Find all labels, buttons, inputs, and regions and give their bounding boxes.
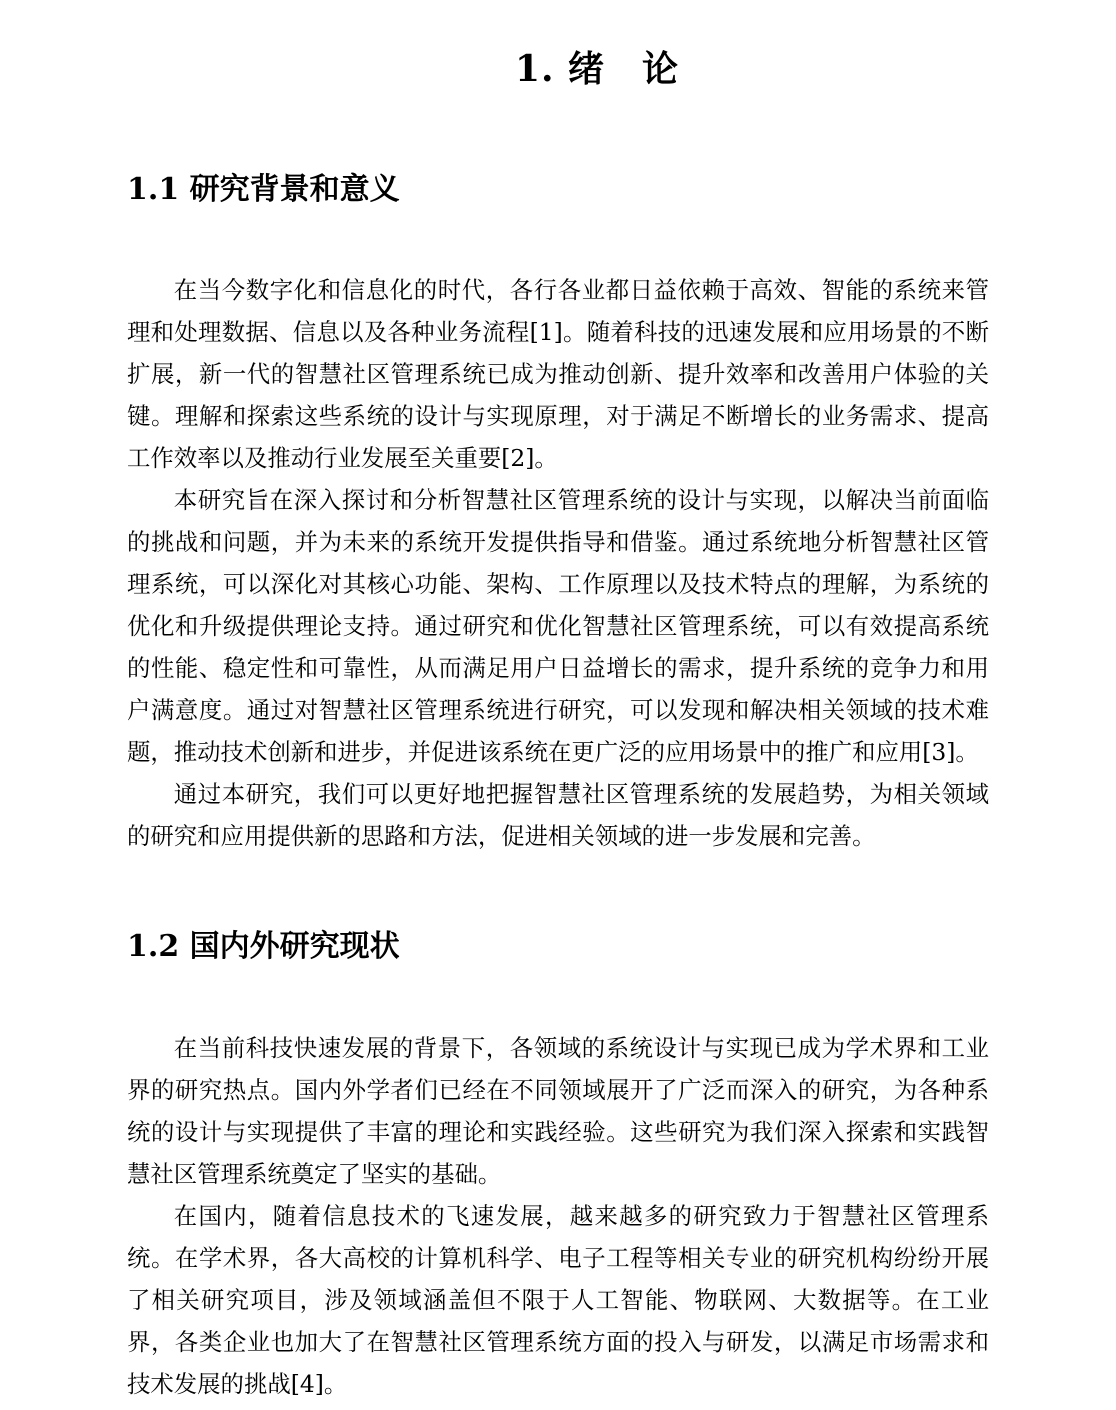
chapter-title: 1. 绪 论 (514, 48, 680, 90)
section-heading-1-1: 1.1 研究背景和意义 (127, 172, 400, 207)
paragraph: 在国内，随着信息技术的飞速发展，越来越多的研究致力于智慧社区管理系统。在学术界，各大高校的计算机科学、电子工程等相关专业的研究机构纷纷开展了相关研究项目，涉及领域涵盖但不限于人工智能、物联网、大数据等。在工业界，各类企业也加大了在智慧社区管理系统方面的投入与研发，以满足市场需求和技术发展的挑战[4]。 (127, 1202, 989, 1398)
section-heading-1-2: 1.2 国内外研究现状 (127, 929, 400, 964)
section-body-1-1 (127, 269, 989, 857)
paragraph: 在当今数字化和信息化的时代，各行各业都日益依赖于高效、智能的系统来管理和处理数据、信息以及各种业务流程[1]。随着科技的迅速发展和应用场景的不断扩展，新一代的智慧社区管理系统已成为推动创新、提升效率和改善用户体验的关键。理解和探索这些系统的设计与实现原理，对于满足不断增长的业务需求、提高工作效率以及推动行业发展至关重要[2]。 (127, 276, 989, 472)
section-body-1-2 (127, 1027, 989, 1405)
paragraph: 本研究旨在深入探讨和分析智慧社区管理系统的设计与实现，以解决当前面临的挑战和问题，并为未来的系统开发提供指导和借鉴。通过系统地分析智慧社区管理系统，可以深化对其核心功能、架构、工作原理以及技术特点的理解，为系统的优化和升级提供理论支持。通过研究和优化智慧社区管理系统，可以有效提高系统的性能、稳定性和可靠性，从而满足用户日益增长的需求，提升系统的竞争力和用户满意度。通过对智慧社区管理系统进行研究，可以发现和解决相关领域的技术难题，推动技术创新和进步，并促进该系统在更广泛的应用场景中的推广和应用[3]。 (127, 486, 989, 766)
paragraph: 在当前科技快速发展的背景下，各领域的系统设计与实现已成为学术界和工业界的研究热点。国内外学者们已经在不同领域展开了广泛而深入的研究，为各种系统的设计与实现提供了丰富的理论和实践经验。这些研究为我们深入探索和实践智慧社区管理系统奠定了坚实的基础。 (127, 1034, 989, 1188)
paragraph: 通过本研究，我们可以更好地把握智慧社区管理系统的发展趋势，为相关领域的研究和应用提供新的思路和方法，促进相关领域的进一步发展和完善。 (127, 780, 989, 850)
